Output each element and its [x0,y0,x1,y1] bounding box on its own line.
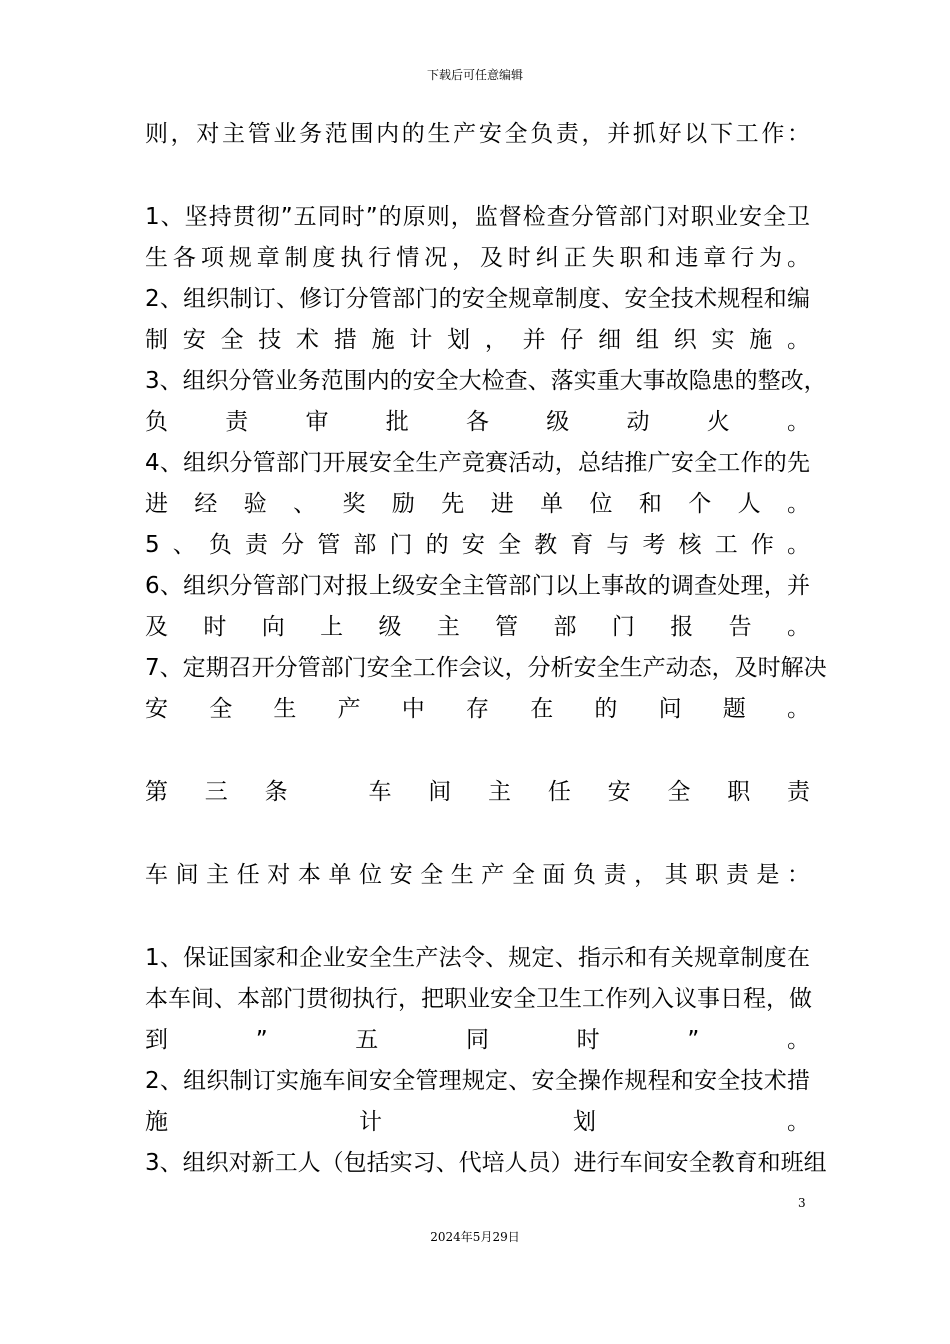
text-line: 制安全技术措施计划，并仔细组织实施。 [145,327,810,353]
text-line: 安全生产中存在的问题。 [145,696,810,722]
blank-line [145,896,810,938]
text-line: 3、组织分管业务范围内的安全大检查、落实重大事故隐患的整改， [145,368,827,394]
text-line: 到”五同时”。 [145,1027,810,1053]
text-line: 车间主任对本单位安全生产全面负责，其职责是： [145,862,810,888]
text-line: 3、组织对新工人（包括实习、代培人员）进行车间安全教育和班组 [145,1150,827,1176]
text-line: 4、组织分管部门开展安全生产竞赛活动，总结推广安全工作的先 [145,450,810,476]
text-line: 进经验、奖励先进单位和个人。 [145,491,810,517]
text-line: 2、组织制订实施车间安全管理规定、安全操作规程和安全技术措 [145,1068,810,1094]
page-footer-date: 2024年5月29日 [430,1230,520,1244]
text-line: 6、组织分管部门对报上级安全主管部门以上事故的调查处理，并 [145,573,810,599]
blank-line [145,155,810,197]
text-line: 生各项规章制度执行情况，及时纠正失职和违章行为。 [145,245,810,271]
document-body [145,114,827,1184]
blank-line [145,813,810,855]
text-line: 负责审批各级动火。 [145,409,810,435]
text-line: 5、负责分管部门的安全教育与考核工作。 [145,532,810,558]
text-line: 1、保证国家和企业安全生产法令、规定、指示和有关规章制度在 [145,945,810,971]
section-heading: 第三条 车间主任安全职责 [145,779,810,805]
text-line: 7、定期召开分管部门安全工作会议，分析安全生产动态，及时解决 [145,655,827,681]
text-line: 施计划。 [145,1109,810,1135]
text-line: 1、坚持贯彻”五同时”的原则，监督检查分管部门对职业安全卫 [145,204,810,230]
text-line: 2、组织制订、修订分管部门的安全规章制度、安全技术规程和编 [145,286,810,312]
text-line: 及时向上级主管部门报告。 [145,614,810,640]
blank-line [145,730,810,772]
page-header: 下载后可任意编辑 [426,68,523,82]
text-line: 则，对主管业务范围内的生产安全负责，并抓好以下工作： [145,121,810,147]
page-number: 3 [798,1196,806,1210]
text-line: 本车间、本部门贯彻执行，把职业安全卫生工作列入议事日程，做 [145,986,812,1012]
